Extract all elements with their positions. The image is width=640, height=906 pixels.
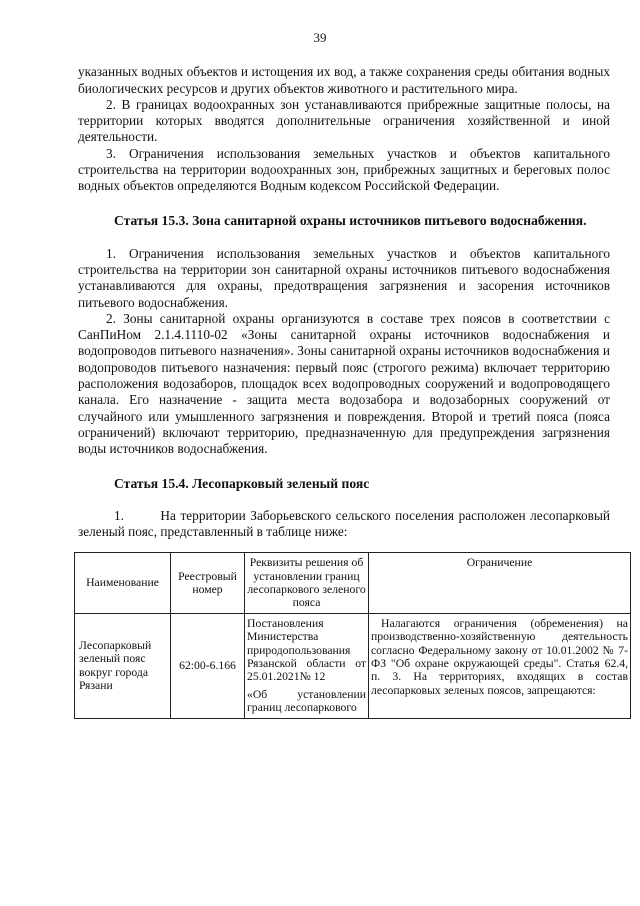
paragraph-3: 3. Ограничения использования земельных участков и объектов капитального строительства на территории водоохранных зон, прибрежных защитных и береговых полос водных объектов определяются Водным кодексом Российской Федерации. — [78, 145, 610, 194]
page-number: 39 — [313, 30, 327, 45]
paragraph-2: 2. В границах водоохранных зон устанавливаются прибрежные защитные полосы, на территории которых вводятся дополнительные ограничения хозяйственной и иной деятельности. — [78, 96, 610, 145]
cell-restriction — [369, 613, 631, 718]
paragraph-continuation: указанных водных объектов и истощения их вод, а также сохранения среды обитания водных биологических ресурсов и других объектов животного и растительного мира. — [78, 64, 610, 96]
article-15-3-paragraph-2: 2. Зоны санитарной охраны организуются в составе трех поясов в соответствии с СанПиНом 2.1.4.1110-02 «Зоны санитарной охраны источников водоснабжения и водопроводов питьевого назначения». Зоны санитарной охраны источников водоснабжения и водопроводов питьевого назначения: первый пояс (строгого режима) включает территорию расположения водозаборов, площадок всех водопроводных сооружений и водопроводящего канала. Его назначение - защита места водозабора и водозаборных сооружений от случайного или умышленного загрязнения и повреждения. Второй и третий пояса (пояса ограничений) включают территорию, предназначенную для предупреждения загрязнения воды источников водоснабжения. — [78, 310, 610, 457]
cell-name: Лесопарковый зеленый пояс вокруг города Рязани — [75, 613, 171, 718]
requisites-decree: Постановления Министерства природопользования Рязанской области от 25.01.2021№ 12 — [247, 616, 366, 684]
cell-requisites — [245, 613, 369, 718]
article-15-4-paragraph-1: 1. На территории Заборьевского сельского поселения расположен лесопарковый зеленый пояс, представленный в таблице ниже: — [78, 507, 610, 539]
article-15-4-heading: Статья 15.4. Лесопарковый зеленый пояс — [114, 475, 370, 491]
header-name: Наименование — [75, 553, 171, 614]
green-belt-table — [74, 552, 631, 718]
table-header-row — [75, 553, 631, 614]
header-requisites: Реквизиты решения об установлении границ лесопаркового зеленого пояса — [245, 553, 369, 614]
restriction-text: Налагаются ограничения (обременения) на производственно-хозяйственную деятельность согласно Федеральному закону от 10.01.2002 № 7-ФЗ "Об охране окружающей среды". Статья 62.4, п. 3. На территориях, входящих в состав лесопарковых зеленых поясов, запрещаются: — [371, 616, 628, 697]
table-row — [75, 613, 631, 718]
requisites-title: «Об установлении границ лесопаркового — [247, 687, 366, 715]
cell-registry-number: 62:00-6.166 — [171, 613, 245, 718]
article-15-3-heading: Статья 15.3. Зона санитарной охраны источников питьевого водоснабжения. — [114, 212, 587, 228]
header-registry-number: Реестровый номер — [171, 553, 245, 614]
header-restriction: Ограничение — [369, 553, 631, 614]
article-15-3-paragraph-1: 1. Ограничения использования земельных участков и объектов капитального строительства на территории зон санитарной охраны источников питьевого водоснабжения устанавливаются для охраны, предотвращения загрязнения и засорения источников питьевого водоснабжения. — [78, 245, 610, 310]
